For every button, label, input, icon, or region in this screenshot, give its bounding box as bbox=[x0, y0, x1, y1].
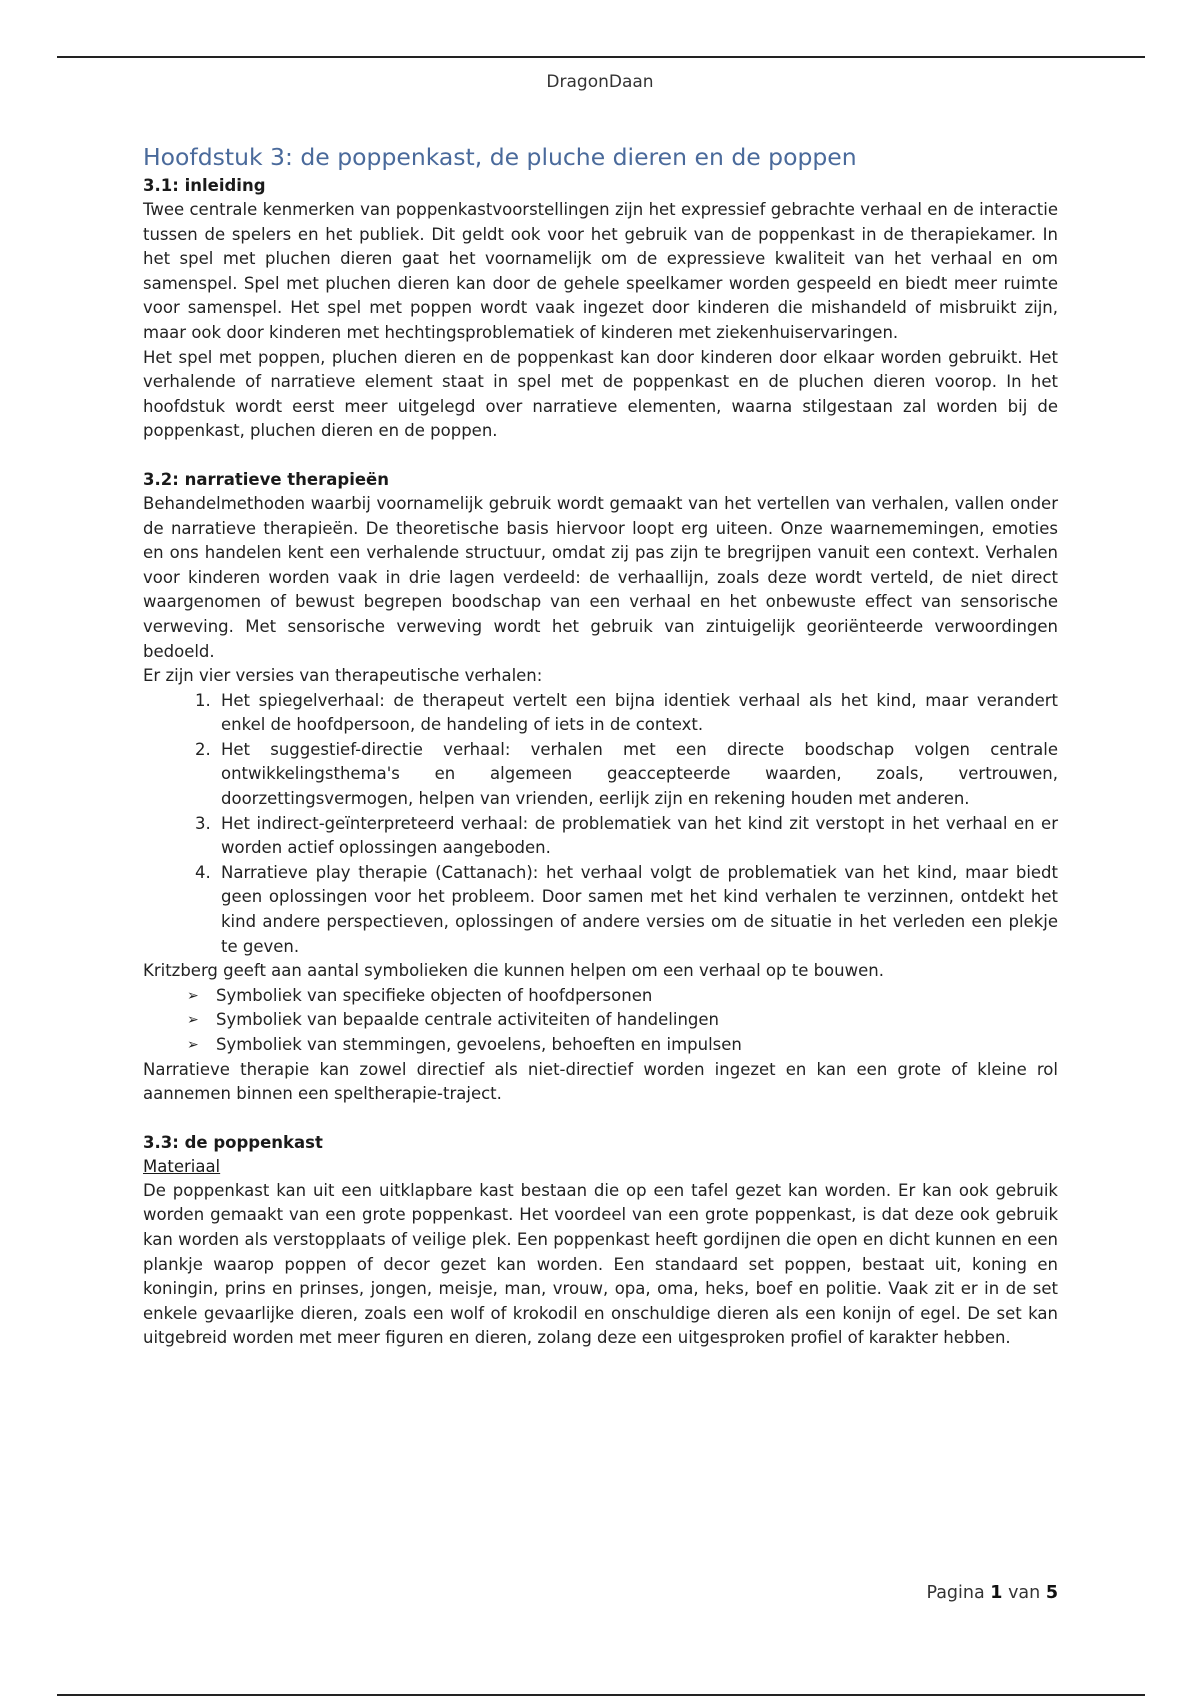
paragraph: Het spel met poppen, pluchen dieren en de poppenkast kan door kinderen door elkaar worden gebruikt. Het verhalende of narratieve element staat in spel met de poppenkast en de pluchen dieren voorop. In het hoofdstuk wordt eerst meer uitgelegd over narratieve elementen, waarna stilgestaan zal worden bij de poppenkast, pluchen dieren en de poppen. bbox=[143, 347, 1058, 441]
list-item: ➢ Symboliek van specifieke objecten of hoofdpersonen bbox=[143, 984, 1058, 1009]
list-item: ➢ Symboliek van stemmingen, gevoelens, behoeften en impulsen bbox=[143, 1033, 1058, 1058]
page-number: Pagina 1 van 5 bbox=[926, 1583, 1058, 1603]
paragraph: Narratieve therapie kan zowel directief als niet-directief worden ingezet en kan een grote of kleine rol aannemen binnen een speltherapie-traject. bbox=[143, 1059, 1058, 1104]
section-heading-narratieve-therapieen: 3.2: narratieve therapieën bbox=[143, 469, 389, 489]
footer-rule bbox=[57, 1694, 1145, 1696]
document-body bbox=[143, 140, 1058, 1351]
paragraph: Behandelmethoden waarbij voornamelijk gebruik wordt gemaakt van het vertellen van verhalen, vallen onder de narratieve therapieën. De theoretische basis hiervoor loopt erg uiteen. Onze waarnememingen, emoties en ons handelen kent een verhalende structuur, omdat zij pas zijn te bregrijpen vanuit een context. Verhalen voor kinderen worden vaak in drie lagen verdeeld: de verhaallijn, zoals deze wordt verteld, de niet direct waargenomen of bewust begrepen boodschap van een verhaal en het onbewuste effect van sensorische verweving. Met sensorische verweving wordt het gebruik van zintuigelijk georiënteerde verwoordingen bedoeld. bbox=[143, 493, 1058, 661]
arrow-bullet-icon: ➢ bbox=[187, 987, 199, 1004]
section-heading-inleiding: 3.1: inleiding bbox=[143, 176, 266, 195]
subheading-materiaal: Materiaal bbox=[143, 1156, 221, 1176]
total-pages: 5 bbox=[1045, 1583, 1058, 1603]
symbol-intro: Kritzberg geeft aan aantal symbolieken die kunnen helpen om een verhaal op te bouwen. bbox=[143, 961, 884, 981]
versions-list bbox=[143, 689, 1058, 960]
list-item: ➢ Symboliek van bepaalde centrale activiteiten of handelingen bbox=[143, 1008, 1058, 1033]
arrow-bullet-icon: ➢ bbox=[187, 1012, 199, 1029]
paragraph: Twee centrale kenmerken van poppenkastvoorstellingen zijn het expressief gebrachte verhaal en de interactie tussen de spelers en het publiek. Dit geldt ook voor het gebruik van de poppenkast in de therapiekamer. In het spel met pluchen dieren gaat het voornamelijk om de expressieve kwaliteit van het verhaal en om samenspel. Spel met pluchen dieren kan door de gehele speelkamer worden gespeeld en biedt meer ruimte voor samenspel. Het spel met poppen wordt vaak ingezet door kinderen die mishandeld of misbruikt zijn, maar ook door kinderen met hechtingsproblematiek of kinderen met ziekenhuiservaringen. bbox=[143, 200, 1058, 342]
header-rule bbox=[57, 56, 1145, 58]
symbols-list bbox=[143, 984, 1058, 1058]
list-intro: Er zijn vier versies van therapeutische verhalen: bbox=[143, 666, 543, 686]
arrow-bullet-icon: ➢ bbox=[187, 1037, 199, 1053]
current-page: 1 bbox=[990, 1583, 1003, 1603]
list-item: 3. Het indirect-geïnterpreteerd verhaal: de problematiek van het kind zit verstopt in het verhaal en er worden actief oplossingen aangeboden. bbox=[216, 812, 1058, 861]
list-item: 2. Het suggestief-directie verhaal: verhalen met een directe boodschap volgen centrale ontwikkelingsthema's en algemeen geaccepteerde waarden, zoals, vertrouwen, doorzettingsvermogen, helpen van vrienden, eerlijk zijn en rekening houden met anderen. bbox=[216, 738, 1058, 812]
paragraph: De poppenkast kan uit een uitklapbare kast bestaan die op een tafel gezet kan worden. Er kan ook gebruik worden gemaakt van een grote poppenkast. Het voordeel van een grote poppenkast, is dat deze ook gebruik kan worden als verstopplaats of veilige plek. Een poppenkast heeft gordijnen die open en dicht kunnen en een plankje waarop poppen of decor gezet kan worden. Een standaard set poppen, bestaat uit, koning en koningin, prins en prinses, jongen, meisje, man, vrouw, opa, oma, heks, boef en politie. Vaak zit er in de set enkele gevaarlijke dieren, zoals een wolf of krokodil en onschuldige dieren als een konijn of egel. De set kan uitgebreid worden met meer figuren en dieren, zolang deze een uitgesproken profiel of karakter hebben. bbox=[143, 1180, 1058, 1348]
list-item: 1. Het spiegelverhaal: de therapeut vertelt een bijna identiek verhaal als het kind, maar verandert enkel de hoofdpersoon, de handeling of iets in de context. bbox=[216, 689, 1058, 738]
header-author: DragonDaan bbox=[546, 72, 654, 92]
list-item: 4. Narratieve play therapie (Cattanach): het verhaal volgt de problematiek van het kind, maar biedt geen oplossingen voor het probleem. Door samen met het kind verhalen te verzinnen, ontdekt het kind andere perspectieven, oplossingen of andere versies om de situatie in het verleden een plekje te geven. bbox=[216, 861, 1058, 959]
chapter-title: Hoofdstuk 3: de poppenkast, de pluche dieren en de poppen bbox=[143, 143, 857, 171]
section-heading-poppenkast: 3.3: de poppenkast bbox=[143, 1132, 323, 1152]
